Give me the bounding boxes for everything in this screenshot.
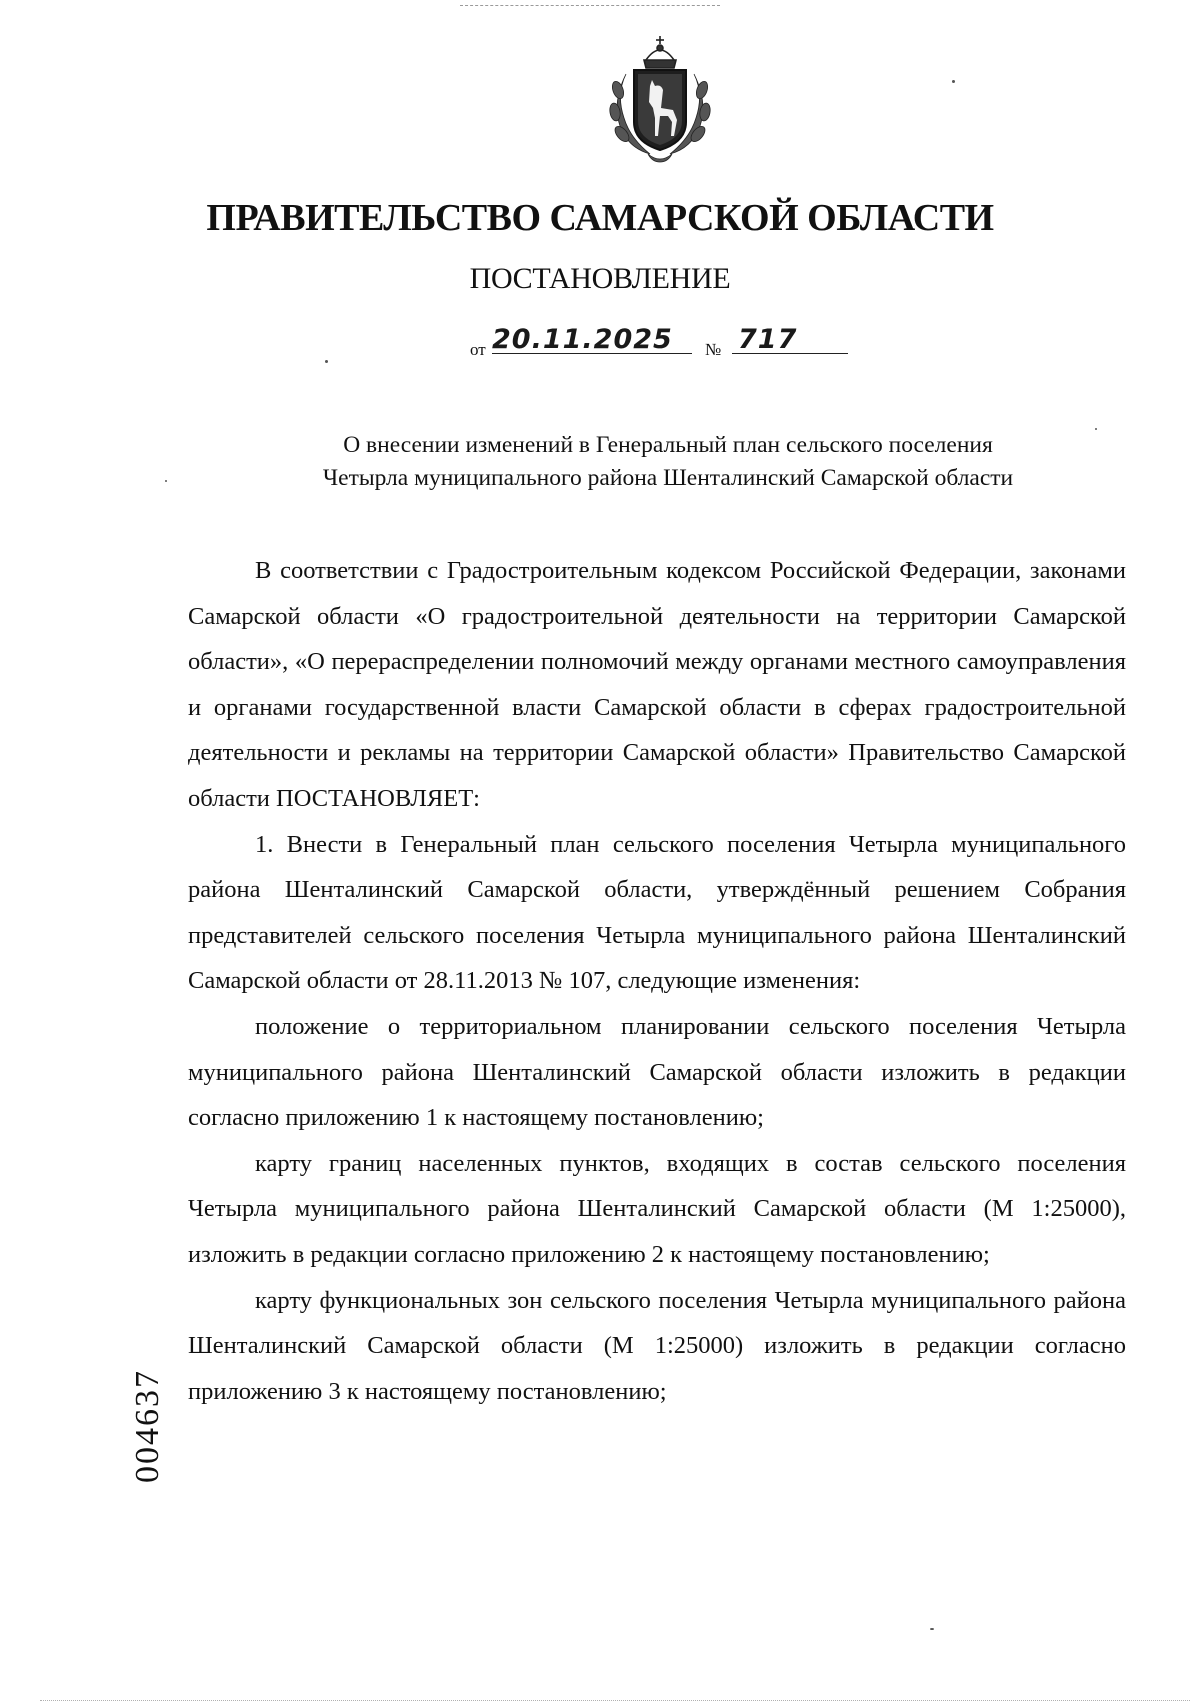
scan-speck xyxy=(1095,428,1097,430)
handwritten-number: 717 xyxy=(738,324,798,355)
body-paragraph-change-1: положение о территориальном планировании сельского поселения Четырла муниципального района Шенталинский Самарской области изложить в редакции согласно приложению 1 к настоящему постановлению; xyxy=(188,1012,1126,1132)
body-paragraph-item-1: 1. Внести в Генеральный план сельского поселения Четырла муниципального района Шенталинский Самарской области, утверждённый решением Собрания представителей сельского поселения Четырла муниципального района Шенталинский Самарской области от 28.11.2013 № 107, следующие изменения: xyxy=(188,830,1126,995)
scan-speck xyxy=(952,80,955,83)
scan-speck xyxy=(325,360,328,363)
government-title: ПРАВИТЕЛЬСТВО САМАРСКОЙ ОБЛАСТИ xyxy=(206,197,994,239)
registration-stamp-number: 004637 xyxy=(129,1369,166,1483)
number-underline xyxy=(732,353,848,354)
document-type: ПОСТАНОВЛЕНИЕ xyxy=(469,262,731,295)
subject-line-1: О внесении изменений в Генеральный план сельского поселения xyxy=(343,432,993,458)
number-prefix: № xyxy=(705,340,722,359)
date-prefix: от xyxy=(470,340,486,359)
body-paragraph-change-2: карту границ населенных пунктов, входящих в состав сельского поселения Четырла муниципального района Шенталинский Самарской области (М 1:25000), изложить в редакции согласно приложению 2 к настоящему постановлению; xyxy=(188,1149,1126,1268)
scan-artifact-bottom xyxy=(40,1700,1190,1701)
document-subject xyxy=(250,429,1086,495)
document-body xyxy=(188,548,1126,1414)
body-paragraph-preamble: В соответствии с Градостроительным кодексом Российской Федерации, законами Самарской области «О градостроительной деятельности на территории Самарской области», «О перераспределении полномочий между органами местного самоуправления и органами государственной власти Самарской области в сферах градостроительной деятельности и рекламы на территории Самарской области» Правительство Самарской области ПОСТАНОВЛЯЕТ: xyxy=(188,557,1126,812)
date-number-line xyxy=(470,320,850,360)
subject-line-2: Четырла муниципального района Шенталинский Самарской области xyxy=(322,465,1014,491)
scan-speck xyxy=(930,1628,934,1630)
date-underline xyxy=(492,353,692,354)
scan-artifact-top xyxy=(460,5,720,6)
body-paragraph-change-3: карту функциональных зон сельского поселения Четырла муниципального района Шенталинский Самарской области (М 1:25000) изложить в редакции согласно приложению 3 к настоящему постановлению; xyxy=(188,1286,1126,1405)
coat-of-arms-icon xyxy=(598,30,722,166)
scan-speck xyxy=(165,480,167,482)
handwritten-date: 20.11.2025 xyxy=(492,324,673,355)
